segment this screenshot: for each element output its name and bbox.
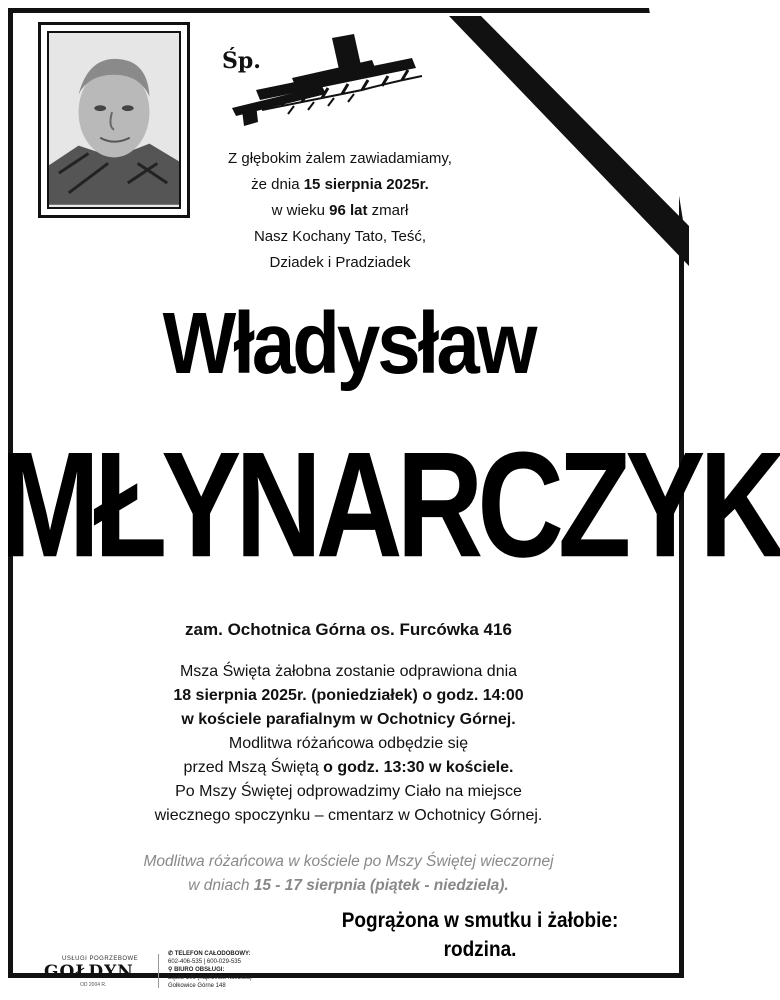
- intro-age-suffix: zmarł: [367, 202, 409, 219]
- phone-numbers: 602-406-535 | 600-029-535: [168, 959, 241, 965]
- phone-label: [168, 950, 308, 958]
- mass-line-3: w kościele parafialnym w Ochotnicy Górnej.: [181, 711, 516, 728]
- sp-label: Śp.: [222, 48, 261, 74]
- office-address-1: Łącko 106 (naprzeciw kościoła): [168, 975, 252, 981]
- services-label: USŁUGI POGRZEBOWE: [62, 956, 139, 962]
- signoff-line-2: rodzina.: [443, 938, 517, 962]
- deceased-address: zam. Ochotnica Górna os. Furcówka 416: [185, 620, 512, 639]
- funeral-home-footer: [40, 948, 280, 992]
- cross-emblem: [222, 30, 452, 130]
- announcement-intro: [190, 146, 490, 276]
- mass-line-6: Po Mszy Świętej odprowadzimy Ciało na miejsce: [175, 783, 522, 800]
- portrait-frame: [38, 22, 190, 218]
- evening-rosary-note: [60, 850, 637, 898]
- office-label-text: BIURO OBSŁUGI:: [174, 967, 225, 973]
- cross-icon: [222, 30, 452, 130]
- deceased-last-name: MŁYNARCZYK: [0, 421, 780, 589]
- company-logo: GOŁDYN: [44, 962, 134, 982]
- rosary-dates-prefix: w dniach: [188, 877, 254, 894]
- office-label: [168, 966, 308, 974]
- intro-line-4: Nasz Kochany Tato, Teść,: [253, 228, 427, 245]
- intro-date-prefix: że dnia: [251, 176, 304, 193]
- rosary-dates: 15 - 17 sierpnia (piątek - niedziela).: [253, 877, 509, 894]
- intro-line-5: Dziadek i Pradziadek: [269, 254, 411, 271]
- contact-info: [168, 950, 308, 990]
- rosary-line-1: Modlitwa różańcowa w kościele po Mszy Świętej wieczornej: [143, 853, 554, 870]
- deceased-first-name: Władysław: [162, 293, 535, 393]
- rosary-time-prefix: przed Mszą Świętą: [183, 759, 324, 776]
- rosary-time: o godz. 13:30 w kościele.: [323, 759, 514, 776]
- intro-age-prefix: w wieku: [271, 202, 330, 219]
- age: 96 lat: [329, 202, 368, 219]
- mass-line-4: Modlitwa różańcowa odbędzie się: [228, 735, 469, 752]
- signoff-line-1: Pogrążona w smutku i żałobie:: [341, 909, 619, 933]
- phone-icon: ✆: [168, 951, 175, 957]
- funeral-details: [60, 660, 637, 828]
- phone-label-text: TELEFON CAŁODOBOWY:: [174, 951, 251, 957]
- office-address-2: Gołkowice Górne 148: [168, 983, 226, 989]
- family-signoff: [310, 907, 650, 964]
- intro-line-2: [190, 172, 490, 198]
- portrait-image: [49, 33, 179, 207]
- mass-line-1: Msza Święta żałobna zostanie odprawiona dnia: [179, 663, 518, 680]
- portrait-photo: [47, 31, 181, 209]
- location-pin-icon: ⚲: [168, 967, 175, 973]
- footer-divider: [158, 954, 159, 988]
- death-date: 15 sierpnia 2025r.: [303, 176, 429, 193]
- intro-line-1: Z głębokim żalem zawiadamiamy,: [228, 150, 452, 167]
- mass-line-7: wiecznego spoczynku – cmentarz w Ochotnicy Górnej.: [154, 807, 543, 824]
- rosary-line-2: [60, 874, 637, 898]
- company-since: OD 2004 R.: [80, 982, 107, 988]
- mass-line-5: [60, 756, 637, 780]
- intro-line-3: [190, 198, 490, 224]
- mass-line-2: 18 sierpnia 2025r. (poniedziałek) o godz. 14:00: [173, 687, 524, 704]
